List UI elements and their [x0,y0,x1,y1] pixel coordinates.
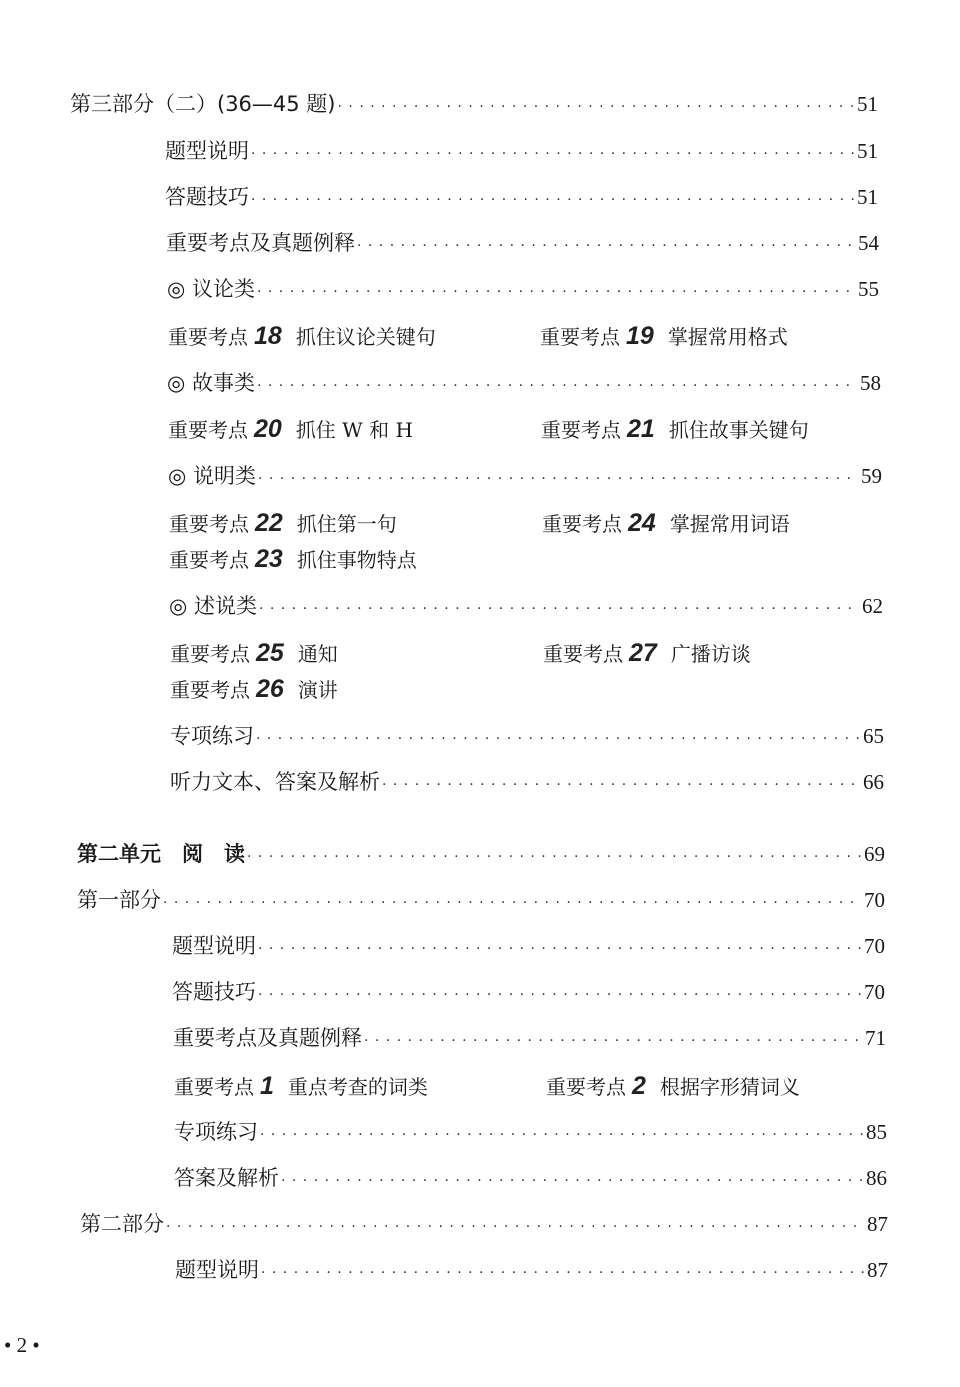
toc-label: ◎ 故事类 [167,371,255,395]
toc-page: 87 [867,1258,888,1282]
toc-label: 答案及解析 [174,1166,279,1190]
toc-label: 专项练习 [170,724,254,748]
dot-leader [163,889,862,917]
toc-entry[interactable] [172,932,885,963]
toc-entry[interactable] [174,1164,887,1195]
toc-label: 听力文本、答案及解析 [170,770,380,794]
toc-entry[interactable] [166,229,879,260]
toc-label: 重要考点及真题例释 [166,231,355,255]
toc-page: 87 [867,1212,888,1236]
toc-label: 第一部分 [77,888,161,912]
toc-label: ◎ 议论类 [167,277,255,301]
toc-entry-unit2-reading[interactable] [77,840,885,871]
toc-page: 70 [864,934,885,958]
toc-entry[interactable] [168,462,882,493]
toc-label: 题型说明 [165,139,249,163]
toc-page: 54 [858,231,879,255]
dot-leader [357,232,856,260]
toc-entry[interactable] [167,275,879,306]
dot-leader [338,93,855,121]
key-point: 重要考点 24 掌握常用词语 [542,509,790,537]
dot-leader [261,1259,865,1287]
toc-page: 65 [863,724,884,748]
toc-page: 85 [866,1120,887,1144]
toc-page: 58 [860,371,881,395]
toc-entry[interactable] [165,183,878,214]
toc-entry[interactable] [175,1256,888,1287]
key-point: 重要考点 1 重点考查的词类 [174,1072,428,1100]
toc-page: 69 [864,842,885,866]
dot-leader [247,843,862,871]
toc-label: 题型说明 [172,934,256,958]
toc-entry-part1[interactable] [77,886,885,917]
toc-page: 51 [857,139,878,163]
dot-leader [251,186,855,214]
dot-leader [259,595,860,623]
dot-leader [382,771,861,799]
toc-label: 答题技巧 [165,185,249,209]
key-point: 重要考点 20 抓住 W 和 H [168,415,413,443]
dot-leader [281,1167,864,1195]
key-point: 重要考点 23 抓住事物特点 [169,545,417,573]
toc-entry[interactable] [173,1024,886,1055]
toc-entry[interactable] [170,768,884,799]
toc-entry-part3-2[interactable] [70,90,878,121]
toc-page: 51 [857,92,878,116]
toc-page: 70 [864,888,885,912]
toc-label: ◎ 述说类 [169,594,257,618]
toc-label: 第三部分（二）(36—45 题) [70,92,336,116]
toc-entry[interactable] [169,592,883,623]
dot-leader [257,278,856,306]
toc-page: 70 [864,980,885,1004]
toc-label: 题型说明 [175,1258,259,1282]
key-point: 重要考点 27 广播访谈 [543,639,751,667]
key-point: 重要考点 19 掌握常用格式 [540,322,788,350]
toc-page: 59 [861,464,882,488]
key-point: 重要考点 18 抓住议论关键句 [168,322,436,350]
key-point: 重要考点 26 演讲 [170,675,338,703]
toc-entry[interactable] [172,978,885,1009]
toc-page: 86 [866,1166,887,1190]
page-number: • 2 • [4,1333,40,1357]
toc-label: 专项练习 [174,1120,258,1144]
dot-leader [251,140,855,168]
key-point: 重要考点 21 抓住故事关键句 [541,415,809,443]
toc-entry[interactable] [167,369,881,400]
dot-leader [258,465,859,493]
toc-page: 51 [857,185,878,209]
toc-entry-part2[interactable] [80,1210,888,1241]
toc-label: 第二部分 [80,1212,164,1236]
dot-leader [260,1121,864,1149]
toc-page: 62 [862,594,883,618]
dot-leader [258,935,862,963]
toc-label: 重要考点及真题例释 [173,1026,362,1050]
dot-leader [166,1213,865,1241]
toc-page: 55 [858,277,879,301]
key-point: 重要考点 2 根据字形猜词义 [546,1072,800,1100]
dot-leader [258,981,862,1009]
dot-leader [257,372,858,400]
toc-entry[interactable] [165,137,878,168]
toc-entry[interactable] [174,1118,887,1149]
dot-leader [256,725,861,753]
toc-label: ◎ 说明类 [168,464,256,488]
dot-leader [364,1027,863,1055]
toc-page: 71 [865,1026,886,1050]
toc-entry[interactable] [170,722,884,753]
key-point: 重要考点 22 抓住第一句 [169,509,397,537]
toc-label: 第二单元 阅 读 [77,842,245,866]
key-point: 重要考点 25 通知 [170,639,338,667]
toc-page: 66 [863,770,884,794]
toc-label: 答题技巧 [172,980,256,1004]
